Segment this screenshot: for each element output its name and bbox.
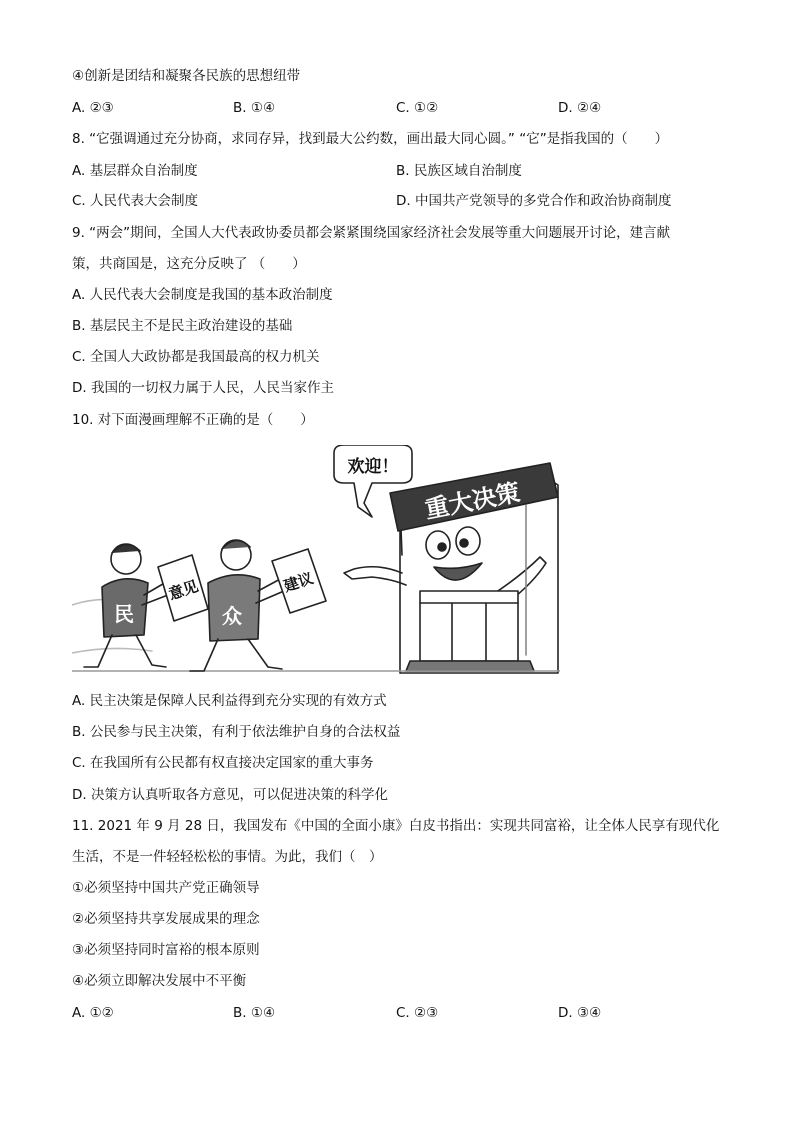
q11-option-c[interactable]: C. ②③ — [396, 1005, 439, 1021]
q7-option-d[interactable]: D. ②④ — [558, 100, 602, 116]
q8-stem: 8. “它强调通过充分协商，求同存异，找到最大公约数，画出最大同心圆。” “它”是指我国的（ ） — [72, 131, 669, 147]
q9-option-b[interactable]: B. 基层民主不是民主政治建设的基础 — [72, 318, 293, 334]
cartoon-person1-label: 民 — [114, 602, 134, 626]
q11-stem-line2: 生活，不是一件轻轻松松的事情。为此，我们（ ） — [72, 849, 383, 865]
q10-option-c[interactable]: C. 在我国所有公民都有权直接决定国家的重大事务 — [72, 755, 374, 771]
cartoon-person2-label: 众 — [222, 604, 242, 628]
q11-option-d[interactable]: D. ③④ — [558, 1005, 602, 1021]
q9-option-d[interactable]: D. 我国的一切权力属于人民，人民当家作主 — [72, 380, 334, 396]
cartoon-building-sign: 重大决策 — [422, 478, 523, 525]
q10-option-b[interactable]: B. 公民参与民主决策，有利于依法维护自身的合法权益 — [72, 724, 401, 740]
q8-option-d[interactable]: D. 中国共产党领导的多党合作和政治协商制度 — [396, 193, 672, 209]
q7-option-b[interactable]: B. ①④ — [233, 100, 276, 116]
q7-option-c[interactable]: C. ①② — [396, 100, 439, 116]
q11-stem-line1: 11. 2021 年 9 月 28 日，我国发布《中国的全面小康》白皮书指出：实现共同富裕，让全体人民享有现代化 — [72, 818, 720, 834]
q8-option-a[interactable]: A. 基层群众自治制度 — [72, 163, 198, 179]
cartoon-paper2-text: 建议 — [281, 569, 316, 596]
q10-option-a[interactable]: A. 民主决策是保障人民利益得到充分实现的有效方式 — [72, 693, 387, 709]
q7-statement-4: ④创新是团结和凝聚各民族的思想纽带 — [72, 68, 301, 84]
q11-option-b[interactable]: B. ①④ — [233, 1005, 276, 1021]
q8-option-b[interactable]: B. 民族区域自治制度 — [396, 163, 522, 179]
q11-option-a[interactable]: A. ①② — [72, 1005, 114, 1021]
q7-option-a[interactable]: A. ②③ — [72, 100, 114, 116]
q9-stem-line2: 策，共商国是，这充分反映了 （ ） — [72, 256, 306, 272]
q9-stem-line1: 9. “两会”期间，全国人大代表政协委员都会紧紧围绕国家经济社会发展等重大问题展开讨论，建言献 — [72, 225, 671, 241]
cartoon-illustration — [72, 445, 560, 679]
q11-statement-4: ④必须立即解决发展中不平衡 — [72, 973, 247, 989]
q10-option-d[interactable]: D. 决策方认真听取各方意见，可以促进决策的科学化 — [72, 787, 388, 803]
q8-option-c[interactable]: C. 人民代表大会制度 — [72, 193, 199, 209]
cartoon-speech-text: 欢迎！ — [347, 457, 399, 477]
q9-option-a[interactable]: A. 人民代表大会制度是我国的基本政治制度 — [72, 287, 333, 303]
q9-option-c[interactable]: C. 全国人大政协都是我国最高的权力机关 — [72, 349, 320, 365]
cartoon-paper1-text: 意见 — [166, 577, 201, 604]
q11-statement-1: ①必须坚持中国共产党正确领导 — [72, 880, 260, 896]
q11-statement-3: ③必须坚持同时富裕的根本原则 — [72, 942, 260, 958]
q11-statement-2: ②必须坚持共享发展成果的理念 — [72, 911, 260, 927]
q10-stem: 10. 对下面漫画理解不正确的是（ ） — [72, 412, 314, 428]
